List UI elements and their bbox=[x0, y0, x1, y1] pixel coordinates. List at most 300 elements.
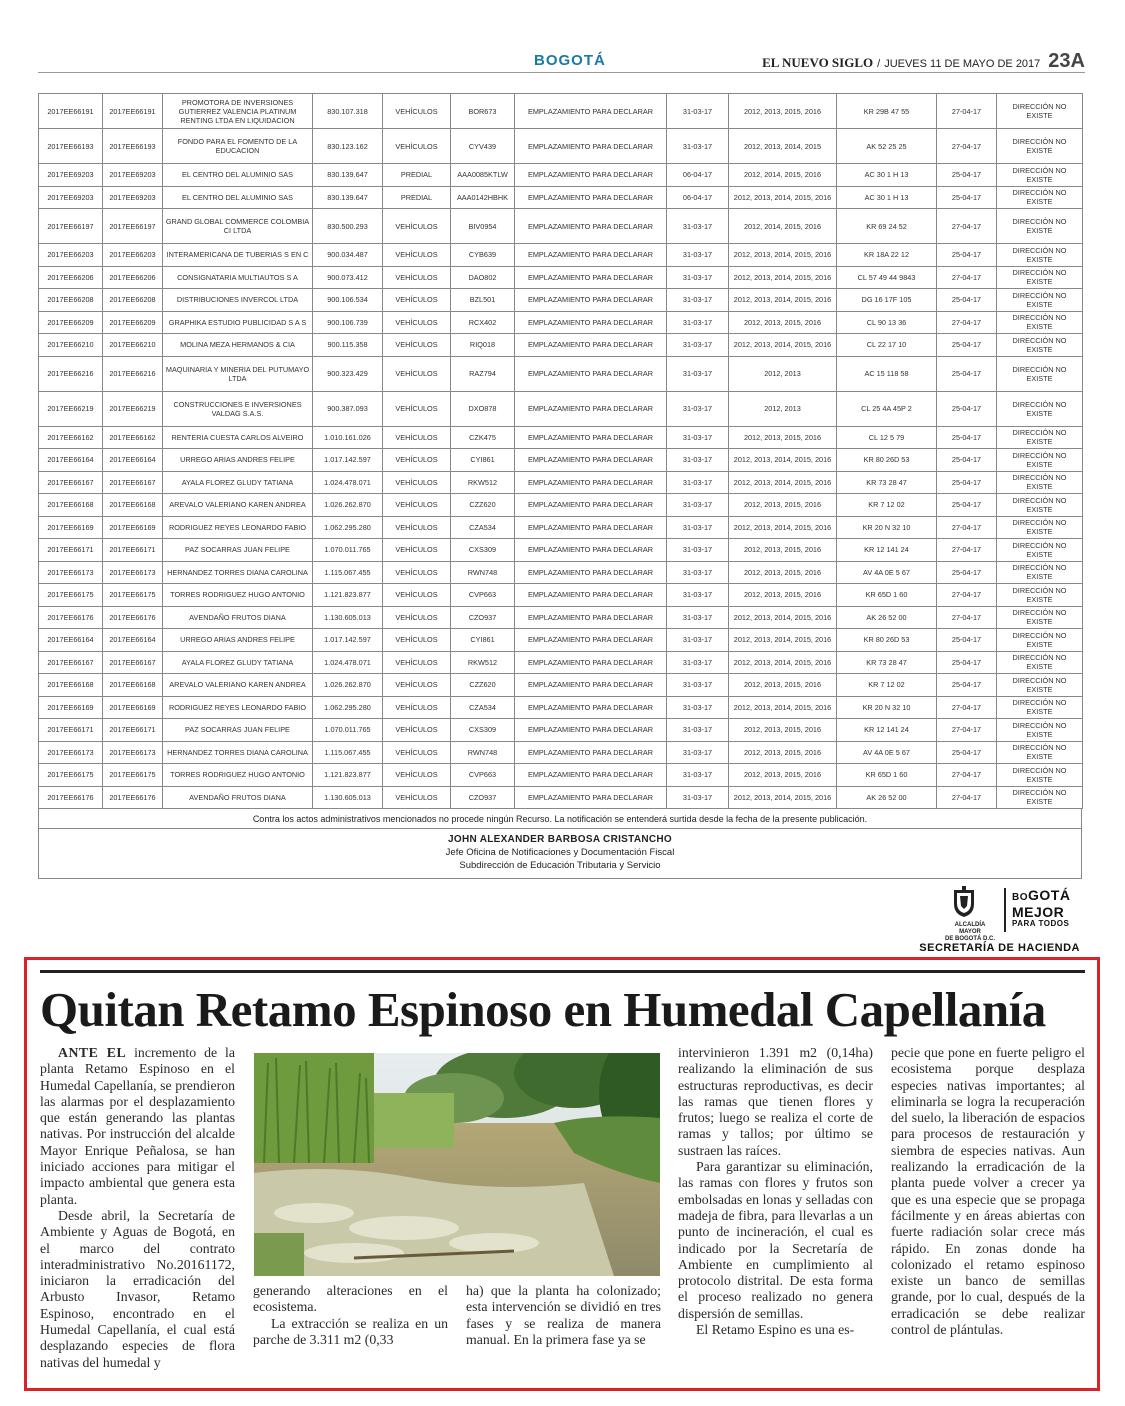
cell-fecha-acto: 31-03-17 bbox=[667, 696, 729, 719]
cell-fecha-devolucion: 25-04-17 bbox=[937, 244, 997, 267]
cell-impuesto: VEHÍCULOS bbox=[383, 674, 451, 697]
cell-direccion: KR 29B 47 55 bbox=[837, 94, 937, 129]
cell-objeto: AAA0085KTLW bbox=[451, 164, 515, 187]
cell-radicado: 2017EE66167 bbox=[39, 651, 103, 674]
cell-radicado: 2017EE66168 bbox=[39, 674, 103, 697]
cell-objeto: CYI861 bbox=[451, 629, 515, 652]
cell-causal: DIRECCIÓN NO EXISTE bbox=[997, 266, 1083, 289]
col2-paragraph-1: generando alteraciones en el ecosistema. bbox=[253, 1283, 448, 1315]
cell-direccion: KR 20 N 32 10 bbox=[837, 516, 937, 539]
cell-fecha-devolucion: 27-04-17 bbox=[937, 516, 997, 539]
cell-nit: 1.070.011.765 bbox=[313, 539, 383, 562]
col1-paragraph-1: incremento de la planta Retamo Espinoso en el Humedal Capellanía, se prendieron las alarmas por el desplazamiento que están generando las plantas nativas. Por instrucción del alcalde Mayor Enrique Peñalosa, se han iniciado acciones para mitigar el impacto ambiental que genera esta planta. bbox=[40, 1045, 235, 1207]
cell-vigencias: 2012, 2013, 2014, 2015, 2016 bbox=[729, 289, 837, 312]
cell-radicado-2: 2017EE66171 bbox=[103, 719, 163, 742]
cell-fecha-acto: 31-03-17 bbox=[667, 561, 729, 584]
cell-fecha-acto: 31-03-17 bbox=[667, 356, 729, 391]
cell-razon-social: DISTRIBUCIONES INVERCOL LTDA bbox=[163, 289, 313, 312]
article-column-2 bbox=[253, 1283, 448, 1348]
cell-radicado-2: 2017EE66168 bbox=[103, 494, 163, 517]
cell-objeto: RKW512 bbox=[451, 651, 515, 674]
cell-radicado: 2017EE66175 bbox=[39, 584, 103, 607]
cell-acto: EMPLAZAMIENTO PARA DECLARAR bbox=[515, 289, 667, 312]
cell-direccion: AC 30 1 H 13 bbox=[837, 186, 937, 209]
cell-fecha-acto: 31-03-17 bbox=[667, 719, 729, 742]
cell-nit: 830.123.162 bbox=[313, 129, 383, 164]
cell-razon-social: TORRES RODRIGUEZ HUGO ANTONIO bbox=[163, 764, 313, 787]
cell-objeto: CYB639 bbox=[451, 244, 515, 267]
cell-direccion: KR 18A 22 12 bbox=[837, 244, 937, 267]
cell-radicado-2: 2017EE66171 bbox=[103, 539, 163, 562]
cell-vigencias: 2012, 2013, 2014, 2015, 2016 bbox=[729, 651, 837, 674]
cell-objeto: RAZ794 bbox=[451, 356, 515, 391]
cell-radicado-2: 2017EE66169 bbox=[103, 696, 163, 719]
cell-objeto: RCX402 bbox=[451, 311, 515, 334]
alcaldia-label bbox=[944, 922, 996, 943]
wetland-photo bbox=[254, 1053, 660, 1276]
cell-causal: DIRECCIÓN NO EXISTE bbox=[997, 494, 1083, 517]
secretaria-label: SECRETARÍA DE HACIENDA bbox=[919, 942, 1080, 954]
table-row bbox=[39, 129, 1083, 164]
cell-direccion: KR 69 24 52 bbox=[837, 209, 937, 244]
cell-vigencias: 2012, 2014, 2015, 2016 bbox=[729, 209, 837, 244]
cell-razon-social: PAZ SOCARRAS JUAN FELIPE bbox=[163, 719, 313, 742]
cell-vigencias: 2012, 2013, 2014, 2015, 2016 bbox=[729, 629, 837, 652]
cell-vigencias: 2012, 2013, 2015, 2016 bbox=[729, 561, 837, 584]
cell-radicado-2: 2017EE66168 bbox=[103, 674, 163, 697]
cell-radicado-2: 2017EE66206 bbox=[103, 266, 163, 289]
table-row bbox=[39, 606, 1083, 629]
cell-razon-social: AVENDAÑO FRUTOS DIANA bbox=[163, 786, 313, 809]
cell-direccion: KR 73 28 47 bbox=[837, 651, 937, 674]
cell-nit: 1.062.295.280 bbox=[313, 516, 383, 539]
cell-causal: DIRECCIÓN NO EXISTE bbox=[997, 94, 1083, 129]
cell-radicado: 2017EE66164 bbox=[39, 449, 103, 472]
cell-causal: DIRECCIÓN NO EXISTE bbox=[997, 129, 1083, 164]
cell-fecha-devolucion: 25-04-17 bbox=[937, 289, 997, 312]
cell-causal: DIRECCIÓN NO EXISTE bbox=[997, 539, 1083, 562]
col5-paragraph-1: pecie que pone en fuerte peligro el ecosistema porque desplaza especies nativas importantes; al eliminarla se logra la recuperación del suelo, la liberación de espacios para procesos de restauración y siembra de especies nativas. Aun realizando la erradicación de la planta puede volver a crecer ya que es una especie que se propaga fácilmente y en áreas abiertas con fuerte radiación solar crece más rápido. En zonas donde ha colonizado el retamo espinoso existe un banco de semillas grande, por lo cual, después de la erradicación se debe realizar control de plántulas. bbox=[891, 1045, 1085, 1338]
cell-acto: EMPLAZAMIENTO PARA DECLARAR bbox=[515, 539, 667, 562]
cell-objeto: CVP663 bbox=[451, 584, 515, 607]
table-row bbox=[39, 741, 1083, 764]
table-row bbox=[39, 764, 1083, 787]
cell-impuesto: VEHÍCULOS bbox=[383, 449, 451, 472]
cell-direccion: AC 15 118 58 bbox=[837, 356, 937, 391]
cell-impuesto: VEHÍCULOS bbox=[383, 629, 451, 652]
cell-direccion: CL 12 5 79 bbox=[837, 426, 937, 449]
cell-radicado-2: 2017EE66216 bbox=[103, 356, 163, 391]
cell-fecha-devolucion: 27-04-17 bbox=[937, 311, 997, 334]
cell-objeto: DXO878 bbox=[451, 391, 515, 426]
cell-razon-social: INTERAMERICANA DE TUBERIAS S EN C bbox=[163, 244, 313, 267]
cell-acto: EMPLAZAMIENTO PARA DECLARAR bbox=[515, 719, 667, 742]
table-row bbox=[39, 311, 1083, 334]
cell-razon-social: MAQUINARIA Y MINERIA DEL PUTUMAYO LTDA bbox=[163, 356, 313, 391]
alcaldia-line2: DE BOGOTÁ D.C. bbox=[944, 936, 995, 942]
cell-acto: EMPLAZAMIENTO PARA DECLARAR bbox=[515, 311, 667, 334]
cell-impuesto: PREDIAL bbox=[383, 186, 451, 209]
cell-vigencias: 2012, 2013, 2015, 2016 bbox=[729, 674, 837, 697]
cell-impuesto: VEHÍCULOS bbox=[383, 94, 451, 129]
cell-causal: DIRECCIÓN NO EXISTE bbox=[997, 244, 1083, 267]
cell-objeto: CXS309 bbox=[451, 539, 515, 562]
table-row bbox=[39, 561, 1083, 584]
separator: / bbox=[877, 58, 881, 70]
article-headline: Quitan Retamo Espinoso en Humedal Capellanía bbox=[40, 982, 1046, 1037]
cell-fecha-devolucion: 27-04-17 bbox=[937, 786, 997, 809]
cell-vigencias: 2012, 2013, 2014, 2015, 2016 bbox=[729, 266, 837, 289]
cell-objeto: DAO802 bbox=[451, 266, 515, 289]
cell-causal: DIRECCIÓN NO EXISTE bbox=[997, 449, 1083, 472]
cell-radicado: 2017EE66169 bbox=[39, 516, 103, 539]
cell-radicado-2: 2017EE66164 bbox=[103, 629, 163, 652]
cell-impuesto: VEHÍCULOS bbox=[383, 266, 451, 289]
cell-causal: DIRECCIÓN NO EXISTE bbox=[997, 674, 1083, 697]
cell-radicado-2: 2017EE66164 bbox=[103, 449, 163, 472]
cell-nit: 900.073.412 bbox=[313, 266, 383, 289]
cell-radicado-2: 2017EE69203 bbox=[103, 186, 163, 209]
cell-impuesto: VEHÍCULOS bbox=[383, 539, 451, 562]
cell-causal: DIRECCIÓN NO EXISTE bbox=[997, 651, 1083, 674]
cell-nit: 1.026.262.870 bbox=[313, 674, 383, 697]
table-row bbox=[39, 449, 1083, 472]
cell-radicado: 2017EE66173 bbox=[39, 561, 103, 584]
cell-causal: DIRECCIÓN NO EXISTE bbox=[997, 561, 1083, 584]
cell-fecha-devolucion: 25-04-17 bbox=[937, 356, 997, 391]
table-row bbox=[39, 426, 1083, 449]
cell-acto: EMPLAZAMIENTO PARA DECLARAR bbox=[515, 561, 667, 584]
cell-radicado-2: 2017EE66191 bbox=[103, 94, 163, 129]
table-row bbox=[39, 719, 1083, 742]
bogota-mejor-logo bbox=[1012, 888, 1070, 928]
cell-radicado: 2017EE66173 bbox=[39, 741, 103, 764]
cell-nit: 1.070.011.765 bbox=[313, 719, 383, 742]
cell-objeto: CZZ620 bbox=[451, 494, 515, 517]
cell-razon-social: AVENDAÑO FRUTOS DIANA bbox=[163, 606, 313, 629]
cell-direccion: KR 12 141 24 bbox=[837, 719, 937, 742]
col2-paragraph-2: La extracción se realiza en un parche de 3.311 m2 (0,33 bbox=[253, 1315, 448, 1347]
newspaper-name: EL NUEVO SIGLO bbox=[762, 55, 874, 70]
cell-acto: EMPLAZAMIENTO PARA DECLARAR bbox=[515, 164, 667, 187]
cell-direccion: KR 12 141 24 bbox=[837, 539, 937, 562]
cell-direccion: KR 65D 1 60 bbox=[837, 764, 937, 787]
cell-acto: EMPLAZAMIENTO PARA DECLARAR bbox=[515, 629, 667, 652]
col4-paragraph-3: El Retamo Espino es una es- bbox=[696, 1322, 855, 1338]
cell-fecha-devolucion: 25-04-17 bbox=[937, 449, 997, 472]
cell-radicado-2: 2017EE66176 bbox=[103, 606, 163, 629]
cell-objeto: RWN748 bbox=[451, 561, 515, 584]
cell-vigencias: 2012, 2013, 2014, 2015, 2016 bbox=[729, 786, 837, 809]
cell-acto: EMPLAZAMIENTO PARA DECLARAR bbox=[515, 674, 667, 697]
cell-fecha-acto: 31-03-17 bbox=[667, 471, 729, 494]
cell-impuesto: VEHÍCULOS bbox=[383, 764, 451, 787]
cell-objeto: CZK475 bbox=[451, 426, 515, 449]
cell-vigencias: 2012, 2013, 2014, 2015, 2016 bbox=[729, 186, 837, 209]
table-row bbox=[39, 289, 1083, 312]
cell-fecha-acto: 31-03-17 bbox=[667, 94, 729, 129]
signer-office: Subdirección de Educación Tributaria y Servicio bbox=[459, 860, 661, 871]
cell-nit: 1.121.823.877 bbox=[313, 764, 383, 787]
cell-direccion: KR 65D 1 60 bbox=[837, 584, 937, 607]
issue-date: JUEVES 11 DE MAYO DE 2017 bbox=[884, 58, 1041, 70]
cell-radicado: 2017EE66208 bbox=[39, 289, 103, 312]
cell-vigencias: 2012, 2013, 2015, 2016 bbox=[729, 741, 837, 764]
cell-acto: EMPLAZAMIENTO PARA DECLARAR bbox=[515, 696, 667, 719]
masthead bbox=[762, 50, 1085, 73]
cell-radicado: 2017EE66168 bbox=[39, 494, 103, 517]
cell-causal: DIRECCIÓN NO EXISTE bbox=[997, 186, 1083, 209]
cell-objeto: CYI861 bbox=[451, 449, 515, 472]
cell-radicado: 2017EE66197 bbox=[39, 209, 103, 244]
cell-nit: 1.130.605.013 bbox=[313, 606, 383, 629]
cell-direccion: AV 4A 0E 5 67 bbox=[837, 741, 937, 764]
cell-acto: EMPLAZAMIENTO PARA DECLARAR bbox=[515, 266, 667, 289]
cell-fecha-devolucion: 25-04-17 bbox=[937, 651, 997, 674]
table-row bbox=[39, 391, 1083, 426]
cell-acto: EMPLAZAMIENTO PARA DECLARAR bbox=[515, 129, 667, 164]
cell-vigencias: 2012, 2013, 2015, 2016 bbox=[729, 94, 837, 129]
cell-objeto: RIQ018 bbox=[451, 334, 515, 357]
cell-acto: EMPLAZAMIENTO PARA DECLARAR bbox=[515, 391, 667, 426]
cell-fecha-acto: 31-03-17 bbox=[667, 311, 729, 334]
table-row bbox=[39, 629, 1083, 652]
cell-direccion: AC 30 1 H 13 bbox=[837, 164, 937, 187]
bogota-prefix: BO bbox=[1012, 892, 1028, 903]
cell-acto: EMPLAZAMIENTO PARA DECLARAR bbox=[515, 94, 667, 129]
cell-fecha-devolucion: 27-04-17 bbox=[937, 209, 997, 244]
table-row bbox=[39, 539, 1083, 562]
cell-vigencias: 2012, 2013, 2014, 2015, 2016 bbox=[729, 696, 837, 719]
cell-impuesto: VEHÍCULOS bbox=[383, 696, 451, 719]
notification-grid bbox=[38, 93, 1083, 809]
cell-causal: DIRECCIÓN NO EXISTE bbox=[997, 391, 1083, 426]
cell-razon-social: URREGO ARIAS ANDRES FELIPE bbox=[163, 449, 313, 472]
cell-fecha-acto: 31-03-17 bbox=[667, 584, 729, 607]
cell-radicado: 2017EE66193 bbox=[39, 129, 103, 164]
cell-radicado-2: 2017EE66208 bbox=[103, 289, 163, 312]
cell-vigencias: 2012, 2013, 2015, 2016 bbox=[729, 426, 837, 449]
cell-radicado-2: 2017EE66210 bbox=[103, 334, 163, 357]
cell-razon-social: RODRIGUEZ REYES LEONARDO FABIO bbox=[163, 696, 313, 719]
logo-divider bbox=[1004, 888, 1006, 932]
cell-vigencias: 2012, 2014, 2015, 2016 bbox=[729, 164, 837, 187]
cell-nit: 1.024.478.071 bbox=[313, 471, 383, 494]
cell-acto: EMPLAZAMIENTO PARA DECLARAR bbox=[515, 494, 667, 517]
cell-acto: EMPLAZAMIENTO PARA DECLARAR bbox=[515, 426, 667, 449]
table-row bbox=[39, 494, 1083, 517]
cell-fecha-devolucion: 25-04-17 bbox=[937, 561, 997, 584]
cell-fecha-acto: 31-03-17 bbox=[667, 674, 729, 697]
cell-objeto: AAA0142HBHK bbox=[451, 186, 515, 209]
cell-nit: 830.107.318 bbox=[313, 94, 383, 129]
cell-radicado-2: 2017EE66175 bbox=[103, 584, 163, 607]
cell-vigencias: 2012, 2013, 2015, 2016 bbox=[729, 584, 837, 607]
cell-vigencias: 2012, 2013, 2014, 2015, 2016 bbox=[729, 516, 837, 539]
page-number: 23A bbox=[1048, 50, 1085, 72]
cell-fecha-devolucion: 27-04-17 bbox=[937, 696, 997, 719]
cell-direccion: CL 57 49 44 9843 bbox=[837, 266, 937, 289]
cell-radicado: 2017EE66191 bbox=[39, 94, 103, 129]
cell-fecha-acto: 31-03-17 bbox=[667, 209, 729, 244]
cell-razon-social: URREGO ARIAS ANDRES FELIPE bbox=[163, 629, 313, 652]
cell-fecha-devolucion: 25-04-17 bbox=[937, 391, 997, 426]
cell-nit: 1.115.067.455 bbox=[313, 741, 383, 764]
cell-acto: EMPLAZAMIENTO PARA DECLARAR bbox=[515, 209, 667, 244]
cell-acto: EMPLAZAMIENTO PARA DECLARAR bbox=[515, 186, 667, 209]
cell-nit: 1.010.161.026 bbox=[313, 426, 383, 449]
cell-objeto: CXS309 bbox=[451, 719, 515, 742]
cell-objeto: CZZ620 bbox=[451, 674, 515, 697]
table-row bbox=[39, 94, 1083, 129]
cell-direccion: AV 4A 0E 5 67 bbox=[837, 561, 937, 584]
cell-radicado-2: 2017EE66167 bbox=[103, 471, 163, 494]
cell-razon-social: GRAND GLOBAL COMMERCE COLOMBIA CI LTDA bbox=[163, 209, 313, 244]
cell-impuesto: VEHÍCULOS bbox=[383, 471, 451, 494]
table-row bbox=[39, 164, 1083, 187]
cell-objeto: RKW512 bbox=[451, 471, 515, 494]
cell-nit: 830.139.647 bbox=[313, 186, 383, 209]
cell-fecha-acto: 31-03-17 bbox=[667, 539, 729, 562]
cell-radicado: 2017EE66171 bbox=[39, 539, 103, 562]
cell-acto: EMPLAZAMIENTO PARA DECLARAR bbox=[515, 651, 667, 674]
signature-block bbox=[39, 829, 1081, 878]
cell-direccion: CL 25 4A 45P 2 bbox=[837, 391, 937, 426]
cell-nit: 900.387.093 bbox=[313, 391, 383, 426]
cell-fecha-acto: 31-03-17 bbox=[667, 449, 729, 472]
cell-impuesto: VEHÍCULOS bbox=[383, 494, 451, 517]
cell-impuesto: VEHÍCULOS bbox=[383, 561, 451, 584]
cell-direccion: AK 26 52 00 bbox=[837, 786, 937, 809]
cell-impuesto: VEHÍCULOS bbox=[383, 741, 451, 764]
cell-vigencias: 2012, 2013, 2015, 2016 bbox=[729, 764, 837, 787]
cell-nit: 900.323.429 bbox=[313, 356, 383, 391]
cell-direccion: CL 22 17 10 bbox=[837, 334, 937, 357]
cell-acto: EMPLAZAMIENTO PARA DECLARAR bbox=[515, 471, 667, 494]
cell-acto: EMPLAZAMIENTO PARA DECLARAR bbox=[515, 786, 667, 809]
cell-objeto: RWN748 bbox=[451, 741, 515, 764]
cell-razon-social: AYALA FLOREZ GLUDY TATIANA bbox=[163, 651, 313, 674]
col1-paragraph-2: Desde abril, la Secretaría de Ambiente y Aguas de Bogotá, en el marco del contrato interadministrativo No.20161172, iniciaron la erradicación del Arbusto Invasor, Retamo Espinoso, encontrado en el Humedal Capellanía, el cual está desplazando especies de flora nativas del humedal y bbox=[40, 1207, 235, 1370]
article-column-1 bbox=[40, 1045, 235, 1371]
cell-razon-social: TORRES RODRIGUEZ HUGO ANTONIO bbox=[163, 584, 313, 607]
cell-radicado: 2017EE66216 bbox=[39, 356, 103, 391]
cell-acto: EMPLAZAMIENTO PARA DECLARAR bbox=[515, 334, 667, 357]
cell-vigencias: 2012, 2013, 2014, 2015, 2016 bbox=[729, 471, 837, 494]
cell-vigencias: 2012, 2013, 2014, 2015, 2016 bbox=[729, 244, 837, 267]
cell-impuesto: VEHÍCULOS bbox=[383, 356, 451, 391]
wetland-photo-image bbox=[254, 1053, 660, 1276]
cell-razon-social: FONDO PARA EL FOMENTO DE LA EDUCACION bbox=[163, 129, 313, 164]
secretaria-logo bbox=[908, 886, 1080, 956]
cell-direccion: KR 7 12 02 bbox=[837, 494, 937, 517]
cell-causal: DIRECCIÓN NO EXISTE bbox=[997, 209, 1083, 244]
cell-nit: 830.500.293 bbox=[313, 209, 383, 244]
cell-acto: EMPLAZAMIENTO PARA DECLARAR bbox=[515, 516, 667, 539]
cell-direccion: DG 16 17F 105 bbox=[837, 289, 937, 312]
cell-radicado-2: 2017EE69203 bbox=[103, 164, 163, 187]
alcaldia-line1: ALCALDÍA MAYOR bbox=[954, 922, 986, 935]
cell-objeto: CVP663 bbox=[451, 764, 515, 787]
cell-objeto: CZO937 bbox=[451, 606, 515, 629]
table-row bbox=[39, 786, 1083, 809]
cell-radicado-2: 2017EE66176 bbox=[103, 786, 163, 809]
table-row bbox=[39, 186, 1083, 209]
cell-vigencias: 2012, 2013, 2014, 2015 bbox=[729, 129, 837, 164]
notification-table bbox=[38, 93, 1082, 879]
cell-impuesto: PREDIAL bbox=[383, 164, 451, 187]
cell-acto: EMPLAZAMIENTO PARA DECLARAR bbox=[515, 449, 667, 472]
cell-fecha-devolucion: 27-04-17 bbox=[937, 266, 997, 289]
cell-causal: DIRECCIÓN NO EXISTE bbox=[997, 164, 1083, 187]
table-row bbox=[39, 209, 1083, 244]
cell-fecha-acto: 31-03-17 bbox=[667, 426, 729, 449]
cell-vigencias: 2012, 2013, 2015, 2016 bbox=[729, 311, 837, 334]
cell-vigencias: 2012, 2013 bbox=[729, 391, 837, 426]
cell-impuesto: VEHÍCULOS bbox=[383, 426, 451, 449]
cell-nit: 1.130.605.013 bbox=[313, 786, 383, 809]
header-rule bbox=[38, 72, 1085, 73]
cell-radicado: 2017EE66176 bbox=[39, 786, 103, 809]
cell-radicado-2: 2017EE66197 bbox=[103, 209, 163, 244]
article-column-3 bbox=[466, 1283, 661, 1348]
cell-vigencias: 2012, 2013, 2015, 2016 bbox=[729, 494, 837, 517]
table-row bbox=[39, 356, 1083, 391]
table-row bbox=[39, 584, 1083, 607]
cell-fecha-devolucion: 27-04-17 bbox=[937, 606, 997, 629]
cell-radicado: 2017EE66167 bbox=[39, 471, 103, 494]
article-top-rule bbox=[40, 970, 1085, 973]
cell-radicado-2: 2017EE66169 bbox=[103, 516, 163, 539]
cell-fecha-devolucion: 25-04-17 bbox=[937, 334, 997, 357]
cell-radicado: 2017EE66164 bbox=[39, 629, 103, 652]
cell-radicado: 2017EE66171 bbox=[39, 719, 103, 742]
cell-razon-social: AREVALO VALERIANO KAREN ANDREA bbox=[163, 494, 313, 517]
cell-nit: 1.017.142.597 bbox=[313, 449, 383, 472]
cell-fecha-devolucion: 27-04-17 bbox=[937, 719, 997, 742]
legal-note: Contra los actos administrativos mencionados no procede ningún Recurso. La notificación se entenderá surtida desde la fecha de la presente publicación. bbox=[39, 809, 1081, 829]
cell-razon-social: EL CENTRO DEL ALUMINIO SAS bbox=[163, 186, 313, 209]
cell-fecha-acto: 31-03-17 bbox=[667, 516, 729, 539]
cell-radicado: 2017EE66169 bbox=[39, 696, 103, 719]
cell-impuesto: VEHÍCULOS bbox=[383, 584, 451, 607]
cell-razon-social: EL CENTRO DEL ALUMINIO SAS bbox=[163, 164, 313, 187]
cell-causal: DIRECCIÓN NO EXISTE bbox=[997, 516, 1083, 539]
cell-impuesto: VEHÍCULOS bbox=[383, 209, 451, 244]
cell-fecha-acto: 06-04-17 bbox=[667, 186, 729, 209]
cell-radicado-2: 2017EE66175 bbox=[103, 764, 163, 787]
cell-fecha-devolucion: 27-04-17 bbox=[937, 129, 997, 164]
cell-razon-social: MOLINA MEZA HERMANOS & CIA bbox=[163, 334, 313, 357]
cell-nit: 1.062.295.280 bbox=[313, 696, 383, 719]
cell-direccion: KR 20 N 32 10 bbox=[837, 696, 937, 719]
cell-impuesto: VEHÍCULOS bbox=[383, 129, 451, 164]
cell-fecha-devolucion: 25-04-17 bbox=[937, 674, 997, 697]
cell-causal: DIRECCIÓN NO EXISTE bbox=[997, 289, 1083, 312]
cell-radicado-2: 2017EE66209 bbox=[103, 311, 163, 334]
cell-objeto: CZA534 bbox=[451, 516, 515, 539]
cell-radicado: 2017EE66219 bbox=[39, 391, 103, 426]
cell-acto: EMPLAZAMIENTO PARA DECLARAR bbox=[515, 584, 667, 607]
signer-name: JOHN ALEXANDER BARBOSA CRISTANCHO bbox=[448, 834, 672, 845]
cell-radicado: 2017EE69203 bbox=[39, 164, 103, 187]
cell-causal: DIRECCIÓN NO EXISTE bbox=[997, 311, 1083, 334]
cell-fecha-acto: 31-03-17 bbox=[667, 651, 729, 674]
cell-fecha-devolucion: 25-04-17 bbox=[937, 471, 997, 494]
cell-nit: 900.106.739 bbox=[313, 311, 383, 334]
cell-direccion: AK 26 52 00 bbox=[837, 606, 937, 629]
cell-direccion: AK 52 25 25 bbox=[837, 129, 937, 164]
